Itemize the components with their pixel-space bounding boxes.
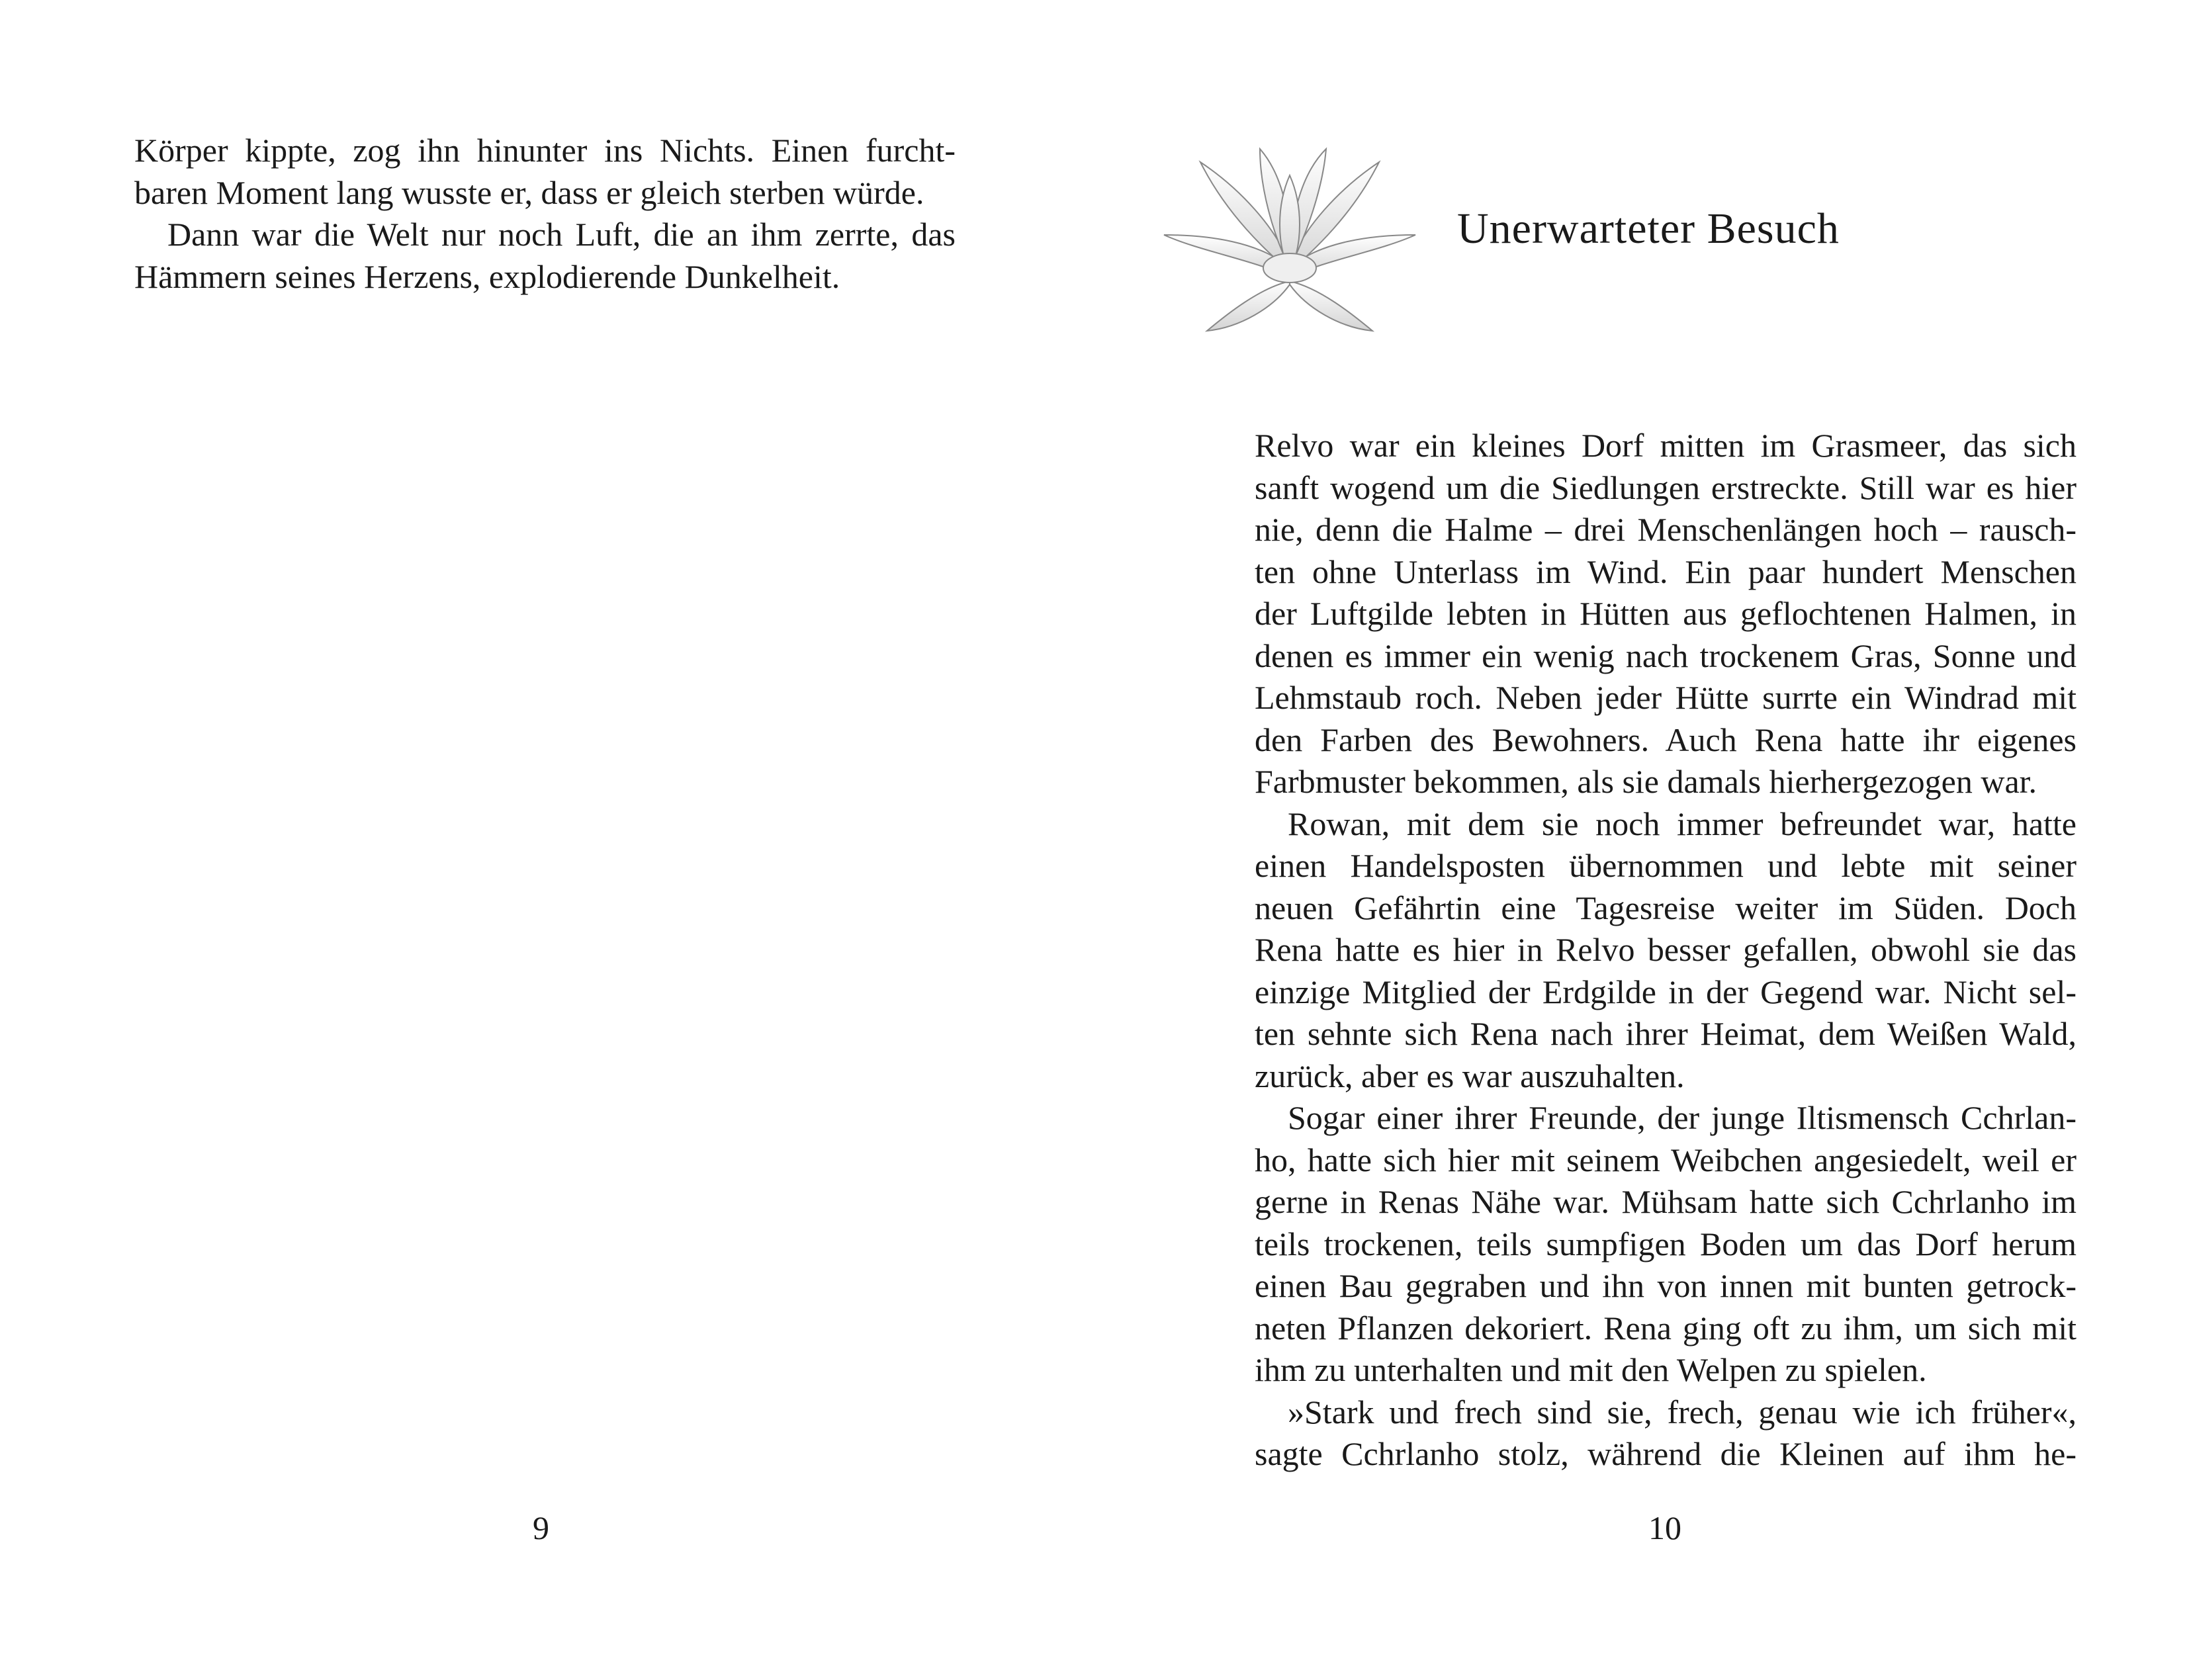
text-line: Lehmstaub roch. Neben jeder Hütte surrte ein Windrad mit xyxy=(1255,679,2077,716)
text-line: Relvo war ein kleines Dorf mitten im Grasmeer, das sich xyxy=(1255,427,2077,464)
text-line: Sogar einer ihrer Freunde, der junge Iltismensch Cchrlan- xyxy=(1288,1099,2077,1136)
text-line: neten Pflanzen dekoriert. Rena ging oft zu ihm, um sich mit xyxy=(1255,1309,2077,1347)
text-line: Farbmuster bekommen, als sie damals hierhergezogen war. xyxy=(1255,763,2037,800)
left-page xyxy=(0,0,1094,1680)
text-line: Körper kippte, zog ihn hinunter ins Nichts. Einen furcht- xyxy=(134,132,956,169)
text-line: einen Bau gegraben und ihn von innen mit bunten getrock- xyxy=(1255,1267,2077,1304)
text-line: zurück, aber es war auszuhalten. xyxy=(1255,1057,1685,1094)
left-page-text xyxy=(134,130,956,298)
text-line: neuen Gefährtin eine Tagesreise weiter im Süden. Doch xyxy=(1255,889,2077,926)
text-line: einzige Mitglied der Erdgilde in der Gegend war. Nicht sel- xyxy=(1255,973,2077,1010)
text-line: ihm zu unterhalten und mit den Welpen zu spielen. xyxy=(1255,1351,1927,1388)
text-line: ho, hatte sich hier mit seinem Weibchen angesiedelt, weil er xyxy=(1255,1141,2077,1178)
text-line: denen es immer ein wenig nach trockenem Gras, Sonne und xyxy=(1255,637,2077,674)
text-line: Rowan, mit dem sie noch immer befreundet war, hatte xyxy=(1288,805,2077,842)
page-number-left: 9 xyxy=(533,1509,549,1546)
text-line: Dann war die Welt nur noch Luft, die an ihm zerrte, das xyxy=(167,216,956,253)
right-page-text xyxy=(1255,425,2077,1476)
text-line: der Luftgilde lebten in Hütten aus geflochtenen Halmen, in xyxy=(1255,595,2077,632)
text-line: den Farben des Bewohners. Auch Rena hatte ihr eigenes xyxy=(1255,721,2077,758)
page-number-right: 10 xyxy=(1648,1509,1681,1546)
text-line: ten sehnte sich Rena nach ihrer Heimat, dem Weißen Wald, xyxy=(1255,1015,2077,1052)
text-line: sanft wogend um die Siedlungen erstreckte. Still war es hier xyxy=(1255,468,2077,506)
text-line: ten ohne Unterlass im Wind. Ein paar hundert Menschen xyxy=(1255,553,2077,590)
text-line: Rena hatte es hier in Relvo besser gefallen, obwohl sie das xyxy=(1255,931,2077,968)
text-line: nie, denn die Halme – drei Menschenlängen hoch – rausch- xyxy=(1255,511,2077,548)
text-line: Hämmern seines Herzens, explodierende Dunkelheit. xyxy=(134,257,840,295)
text-line: einen Handelsposten übernommen und lebte mit seiner xyxy=(1255,847,2077,884)
text-line: gerne in Renas Nähe war. Mühsam hatte sich Cchrlanho im xyxy=(1255,1183,2077,1220)
text-line: »Stark und frech sind sie, frech, genau wie ich früher«, xyxy=(1288,1393,2077,1431)
right-page xyxy=(1094,0,2189,1680)
water-lily-icon xyxy=(1161,136,1419,334)
text-line: teils trockenen, teils sumpfigen Boden um das Dorf herum xyxy=(1255,1225,2077,1262)
text-line: sagte Cchrlanho stolz, während die Kleinen auf ihm he- xyxy=(1255,1435,2077,1472)
text-line: baren Moment lang wusste er, dass er gleich sterben würde. xyxy=(134,173,924,211)
chapter-title: Unerwarteter Besuch xyxy=(1457,204,1840,253)
